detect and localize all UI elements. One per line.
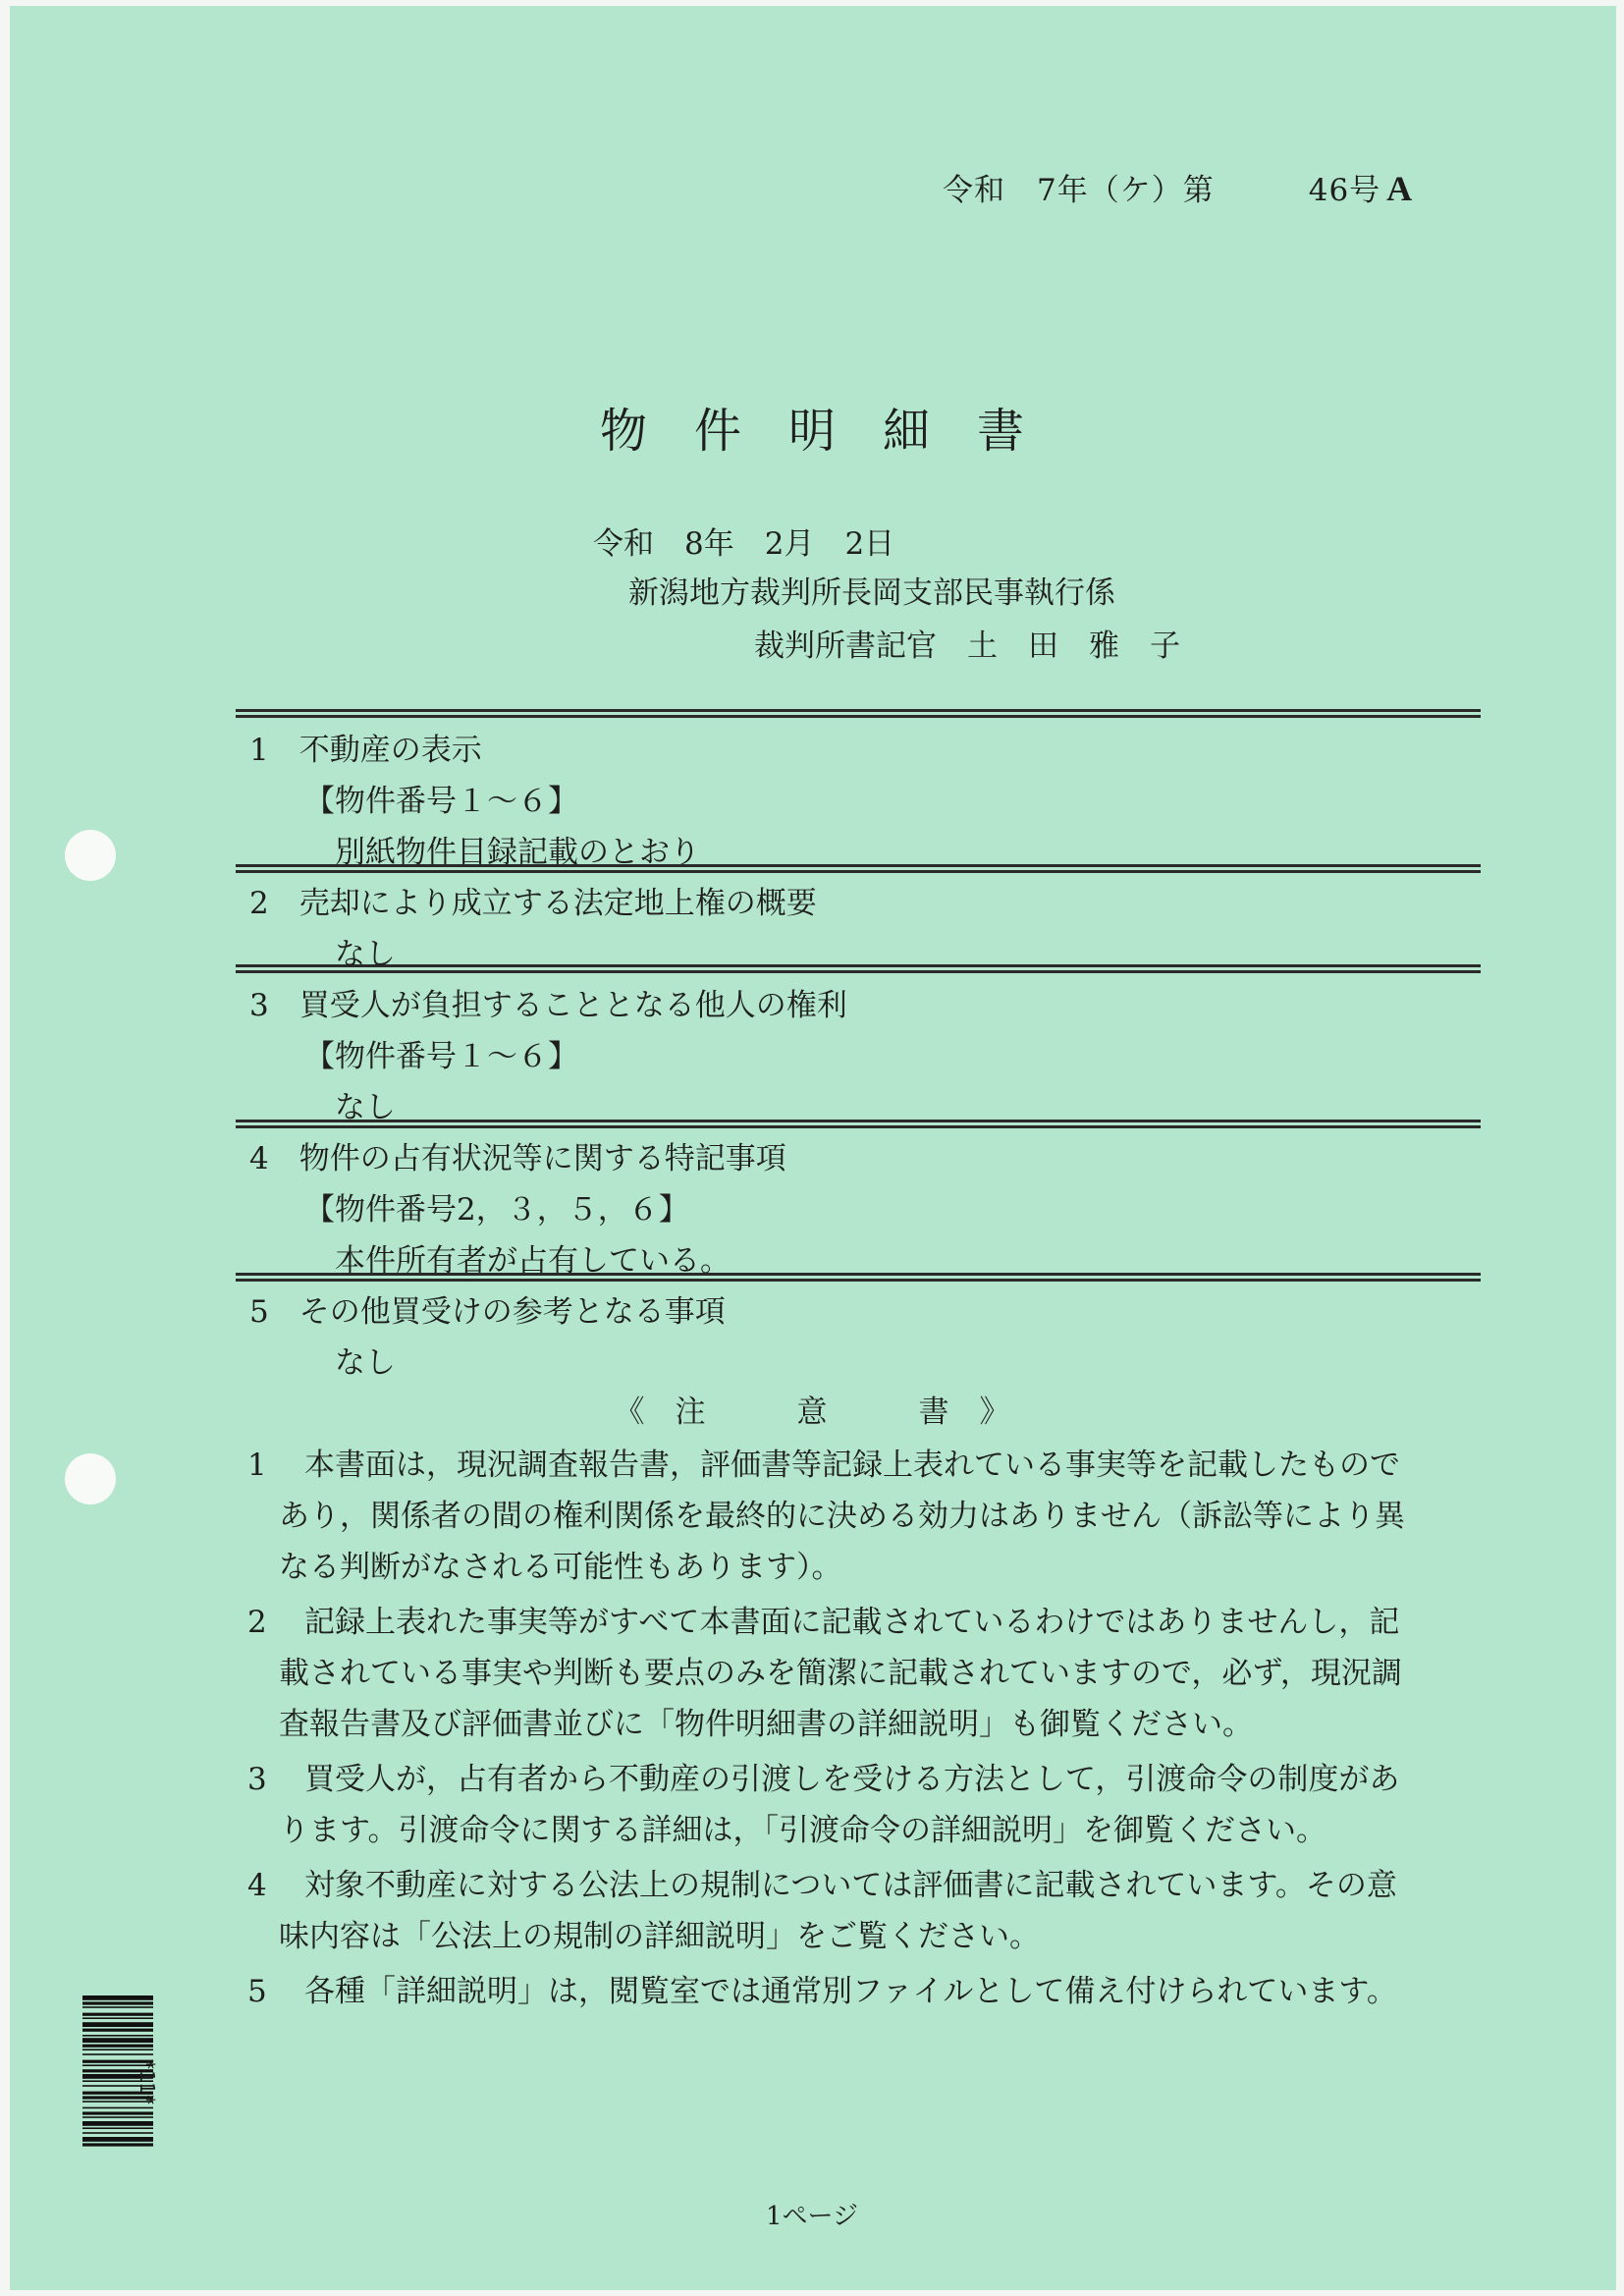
notice-item-2-line-1 xyxy=(247,1597,1399,1641)
notice-item-5-number: 5 xyxy=(247,1974,267,2009)
section-rule-3 xyxy=(236,964,1481,973)
document-title: 物件明細書 xyxy=(599,404,1071,459)
notice-item-1-line-3: なる判断がなされる可能性もあります）。 xyxy=(279,1550,842,1585)
notice-item-3-line-1 xyxy=(247,1754,1399,1798)
section-4-line-1: 【物件番号2，３，５，６】 xyxy=(304,1192,689,1228)
section-2-heading: 2 売却により成立する法定地上権の概要 xyxy=(249,886,817,921)
notice-item-4-text-1: 対象不動産に対する公法上の規制については評価書に記載されています。その意 xyxy=(304,1868,1397,1903)
section-3-line-1: 【物件番号１～６】 xyxy=(304,1039,578,1074)
section-1-line-1: 【物件番号１～６】 xyxy=(304,784,578,819)
notice-item-5-text-1: 各種「詳細説明」は，閲覧室では通常別ファイルとして備え付けられています。 xyxy=(304,1974,1397,2009)
case-number xyxy=(943,165,1413,209)
issue-date: 令和 8年 2月 2日 xyxy=(593,526,895,562)
section-3-line-2: なし xyxy=(304,1090,396,1125)
notice-item-2-number: 2 xyxy=(247,1605,267,1640)
notice-item-4-line-1 xyxy=(247,1860,1397,1904)
section-5-heading: 5 その他買受けの参考となる事項 xyxy=(249,1294,726,1330)
notice-item-1-line-1 xyxy=(247,1440,1400,1484)
notice-item-3-number: 3 xyxy=(247,1762,267,1797)
notice-item-1-text-1: 本書面は，現況調査報告書，評価書等記録上表れている事実等を記載したもので xyxy=(304,1448,1400,1483)
notice-item-4-number: 4 xyxy=(247,1868,267,1903)
notice-item-2-text-1: 記録上表れた事実等がすべて本書面に記載されているわけではありませんし，記 xyxy=(304,1605,1400,1640)
section-3-heading: 3 買受人が負担することとなる他人の権利 xyxy=(249,988,847,1023)
notice-item-1-number: 1 xyxy=(247,1448,267,1483)
page-number: 1ページ xyxy=(765,2202,859,2231)
section-rule-4 xyxy=(236,1120,1481,1128)
section-rule-1 xyxy=(236,709,1481,718)
case-number-text: 令和 7年（ケ）第 46号 xyxy=(943,173,1381,208)
notice-item-5-line-1 xyxy=(247,1966,1397,2010)
notice-item-1-line-2: あり，関係者の間の権利関係を最終的に決める効力はありません（訴訟等により異 xyxy=(279,1499,1405,1534)
case-suffix: A xyxy=(1386,169,1414,208)
section-2-line-1: なし xyxy=(304,937,396,972)
notice-heading: 《 注 意 書 》 xyxy=(614,1394,1010,1430)
section-1-heading: 1 不動産の表示 xyxy=(249,733,482,768)
section-1-line-2: 別紙物件目録記載のとおり xyxy=(304,835,700,870)
notice-item-3-line-2: ります。引渡命令に関する詳細は，「引渡命令の詳細説明」を御覧ください。 xyxy=(279,1813,1327,1848)
section-4-heading: 4 物件の占有状況等に関する特記事項 xyxy=(249,1141,786,1176)
barcode-label: *11* xyxy=(135,2058,159,2106)
notice-item-4-line-2: 味内容は「公法上の規制の詳細説明」をご覧ください。 xyxy=(279,1919,1040,1954)
notice-item-2-line-2: 載されている事実や判断も要点のみを簡潔に記載されていますので，必ず，現況調 xyxy=(279,1656,1402,1691)
punch-hole-top xyxy=(65,830,116,881)
notice-item-3-text-1: 買受人が，占有者から不動産の引渡しを受ける方法として，引渡命令の制度があ xyxy=(304,1762,1400,1797)
notice-item-2-line-3: 査報告書及び評価書並びに「物件明細書の詳細説明」も御覧ください。 xyxy=(279,1707,1253,1742)
section-5-line-1: なし xyxy=(304,1345,396,1381)
court-name: 新潟地方裁判所長岡支部民事執行係 xyxy=(628,575,1115,611)
clerk-name: 裁判所書記官 土 田 雅 子 xyxy=(754,629,1180,664)
section-4-line-2: 本件所有者が占有している。 xyxy=(304,1243,731,1279)
punch-hole-bottom xyxy=(65,1453,116,1504)
